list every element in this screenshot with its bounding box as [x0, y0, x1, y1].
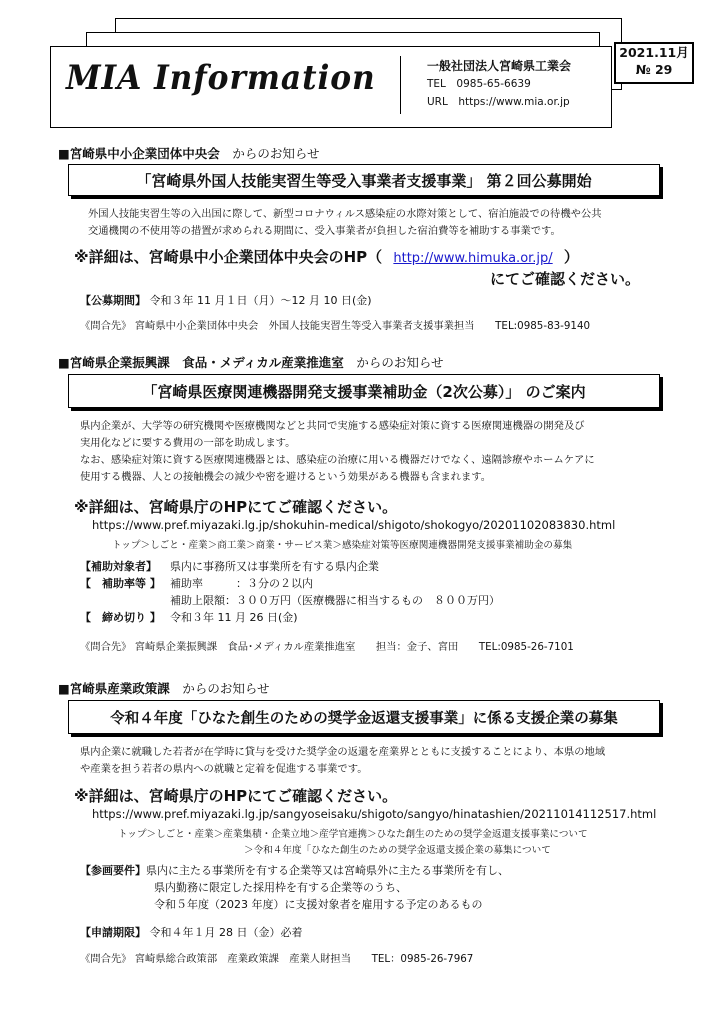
section-heading-from: からのお知らせ — [356, 355, 444, 370]
period-value: 令和３年 11 月１日（月）～12 月 10 日(金) — [149, 294, 372, 307]
deadline-label: 【申請期限】 — [80, 926, 146, 939]
requirement-row — [80, 896, 509, 913]
row-label: 【 補助率等 】 — [80, 577, 161, 590]
contact-line: 《問合先》 宮崎県企業振興課 食品･メディカル産業推進室 担当：金子、宮田 TEL:0985-26-7101 — [80, 641, 574, 653]
row-value: 県内に事務所又は事業所を有する県内企業 — [170, 560, 379, 573]
breadcrumb-path-cont: ＞令和４年度「ひなた創生のための奨学金返還支援企業の募集について — [244, 845, 551, 856]
requirement-rows — [80, 558, 500, 626]
detail-notice: ※詳細は、宮崎県庁のHPにてご確認ください。 — [74, 498, 398, 516]
section-title: 「宮崎県外国人技能実習生等受入事業者支援事業」 第２回公募開始 — [136, 171, 592, 190]
deadline-row — [80, 924, 303, 941]
contact-line: 《問合先》 宮崎県総合政策部 産業政策課 産業人財担当 TEL：0985-26-7967 — [80, 953, 474, 965]
row-value: 令和３年 11 月 26 日(金) — [170, 611, 298, 624]
detail-url[interactable]: https://www.pref.miyazaki.lg.jp/shokuhin-medical/shigoto/shokogyo/20201102083830.html — [92, 518, 616, 532]
detail-suffix: ） — [563, 248, 579, 266]
detail-notice — [74, 246, 579, 267]
description-line: 交通機関の不使用等の措置が求められる期間に、受入事業者が負担した宿泊費等を補助する事業です。 — [88, 225, 561, 237]
row-value: 補助率 ：３分の２以内 — [170, 577, 313, 590]
issue-number: № 29 — [635, 62, 673, 77]
section-heading-org: ■宮崎県中小企業団体中央会 — [58, 146, 220, 161]
period-label: 【公募期間】 — [80, 294, 146, 307]
section-title: 令和４年度「ひなた創生のための奨学金返還支援事業」に係る支援企業の募集 — [110, 710, 618, 727]
requirement-block — [80, 862, 509, 913]
section-heading — [58, 353, 443, 371]
deadline-value: 令和４年１月 28 日（金）必着 — [149, 926, 303, 939]
breadcrumb-path: トップ＞しごと・産業＞産業集積・企業立地＞産学官連携＞ひなた創生のための奨学金返還支援事業について — [118, 829, 588, 840]
requirement-row — [80, 879, 509, 896]
section-title: 「宮崎県医療関連機器開発支援事業補助金（2次公募）」 のご案内 — [142, 382, 586, 401]
section-title-box — [68, 374, 660, 408]
description-line: 使用する機器、人との接触機会の減少や密を避けるという効果がある機器も含まれます。 — [80, 471, 492, 483]
description-line: 県内企業に就職した若者が在学時に貸与を受けた奨学金の返還を産業界とともに支援することにより、本県の地域 — [80, 746, 606, 758]
description-line: 県内企業が、大学等の研究機関や医療機関などと共同で実施する感染症対策に資する医療関連機器の開発及び — [80, 420, 585, 432]
org-name: 一般社団法人宮崎県工業会 — [427, 59, 572, 73]
period-row — [80, 292, 372, 309]
row-value: 補助上限額：３００万円（医療機器に相当するもの ８００万円） — [170, 594, 500, 607]
section-heading-org: ■宮崎県産業政策課 — [58, 681, 170, 696]
org-tel: TEL 0985-65-6639 — [427, 78, 531, 90]
section-heading-org: ■宮崎県企業振興課 食品・メディカル産業推進室 — [58, 355, 344, 370]
detail-url[interactable]: https://www.pref.miyazaki.lg.jp/sangyoseisaku/shigoto/sangyo/hinatashien/20211014112517.html — [92, 807, 657, 821]
himuka-link[interactable]: http://www.himuka.or.jp/ — [393, 251, 553, 266]
section-heading-from: からのお知らせ — [232, 146, 320, 161]
header-divider — [400, 56, 401, 114]
requirement-label: 【参画要件】 — [80, 864, 146, 877]
description-line: や産業を担う若者の県内への就職と定着を促進する事業です。 — [80, 763, 368, 775]
requirement-row — [80, 558, 500, 575]
issue-badge — [614, 42, 694, 84]
description-line: 実用化などに要する費用の一部を助成します。 — [80, 437, 296, 449]
requirement-line: 県内勤務に限定した採用枠を有する企業等のうち、 — [154, 881, 407, 894]
section-description — [80, 744, 605, 778]
detail-prefix: ※詳細は、宮崎県中小企業団体中央会のHP（ — [74, 248, 383, 266]
requirement-row — [80, 575, 500, 592]
row-label: 【補助対象者】 — [80, 560, 157, 573]
section-title-box — [68, 700, 660, 734]
section-heading — [58, 679, 269, 697]
org-url[interactable]: URL https://www.mia.or.jp — [427, 96, 570, 108]
section-heading — [58, 144, 319, 162]
breadcrumb-path: トップ＞しごと・産業＞商工業＞商業・サービス業＞感染症対策等医療関連機器開発支援事業補助金の募集 — [112, 540, 573, 551]
requirement-row — [80, 592, 500, 609]
requirement-row — [80, 862, 509, 879]
requirement-row — [80, 609, 500, 626]
description-line: 外国人技能実習生等の入出国に際して、新型コロナウィルス感染症の水際対策として、宿泊施設での待機や公共 — [88, 208, 602, 220]
newsletter-title: MIA Information — [66, 58, 376, 98]
section-title-box — [68, 164, 660, 196]
description-line: なお、感染症対策に資する医療関連機器とは、感染症の治療に用いる機器だけでなく、遠隔診療やホームケアに — [80, 454, 595, 466]
section-description — [88, 206, 602, 240]
row-label: 【 締め切り 】 — [80, 611, 161, 624]
detail-notice-line2: にてご確認ください。 — [490, 270, 641, 288]
section-description — [80, 418, 595, 486]
section-heading-from: からのお知らせ — [182, 681, 270, 696]
detail-notice: ※詳細は、宮崎県庁のHPにてご確認ください。 — [74, 787, 398, 805]
requirement-line: 令和５年度（2023 年度）に支援対象者を雇用する予定のあるもの — [154, 898, 483, 911]
requirement-line: 県内に主たる事業所を有する企業等又は宮崎県外に主たる事業所を有し、 — [146, 864, 509, 877]
contact-line: 《問合先》 宮崎県中小企業団体中央会 外国人技能実習生等受入事業者支援事業担当 TEL:0985-83-9140 — [80, 320, 591, 332]
issue-date: 2021.11月 — [619, 45, 689, 60]
